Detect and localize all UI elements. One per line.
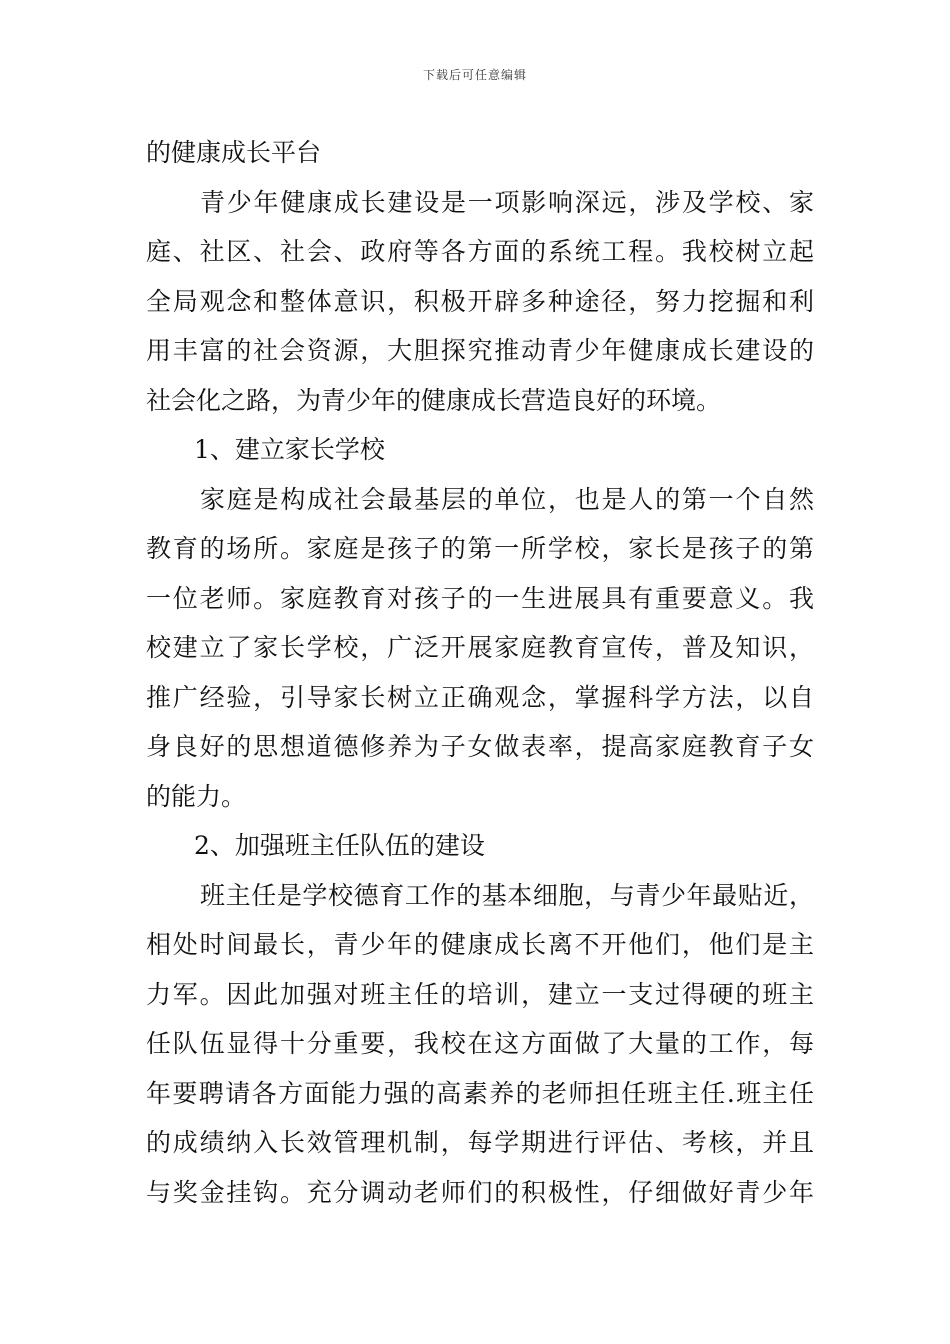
section-heading: 2、加强班主任队伍的建设 [194,831,485,860]
text-line: 力军。因此加强对班主任的培训，建立一支过得硬的班主 [146,979,814,1009]
text-line: 的成绩纳入长效管理机制，每学期进行评估、考核，并且 [146,1128,814,1157]
text-line: 年要聘请各方面能力强的高素养的老师担任班主任.班主任 [146,1078,814,1108]
text-line: 庭、社区、社会、政府等各方面的系统工程。我校树立起 [146,237,814,266]
section-heading: 1、建立家长学校 [194,435,385,464]
text-line: 家庭是构成社会最基层的单位，也是人的第一个自然 [200,484,814,514]
text-line: 一位老师。家庭教育对孩子的一生进展具有重要意义。我 [146,583,814,613]
text-line: 的能力。 [146,781,247,811]
text-line: 身良好的思想道德修养为子女做表率，提高家庭教育子女 [146,732,814,761]
text-line: 全局观念和整体意识，积极开辟多种途径，努力挖掘和利 [146,286,814,316]
text-line: 青少年健康成长建设是一项影响深远，涉及学校、家 [200,187,814,217]
page-header: 下载后可任意编辑 [422,68,527,82]
text-line: 相处时间最长，青少年的健康成长离不开他们，他们是主 [146,930,814,959]
text-line: 班主任是学校德育工作的基本细胞，与青少年最贴近， [200,880,814,910]
text-line: 校建立了家长学校，广泛开展家庭教育宣传，普及知识， [146,633,814,662]
text-line: 教育的场所。家庭是孩子的第一所学校，家长是孩子的第 [146,534,814,563]
text-line: 与奖金挂钩。充分调动老师们的积极性，仔细做好青少年 [146,1177,814,1207]
text-line: 任队伍显得十分重要，我校在这方面做了大量的工作，每 [146,1029,814,1058]
text-line: 用丰富的社会资源，大胆探究推动青少年健康成长建设的 [146,336,814,365]
text-line: 社会化之路，为青少年的健康成长营造良好的环境。 [146,385,722,415]
text-line: 的健康成长平台 [146,138,322,167]
document-body [146,128,814,1217]
text-line: 推广经验，引导家长树立正确观念，掌握科学方法，以自 [146,682,814,712]
